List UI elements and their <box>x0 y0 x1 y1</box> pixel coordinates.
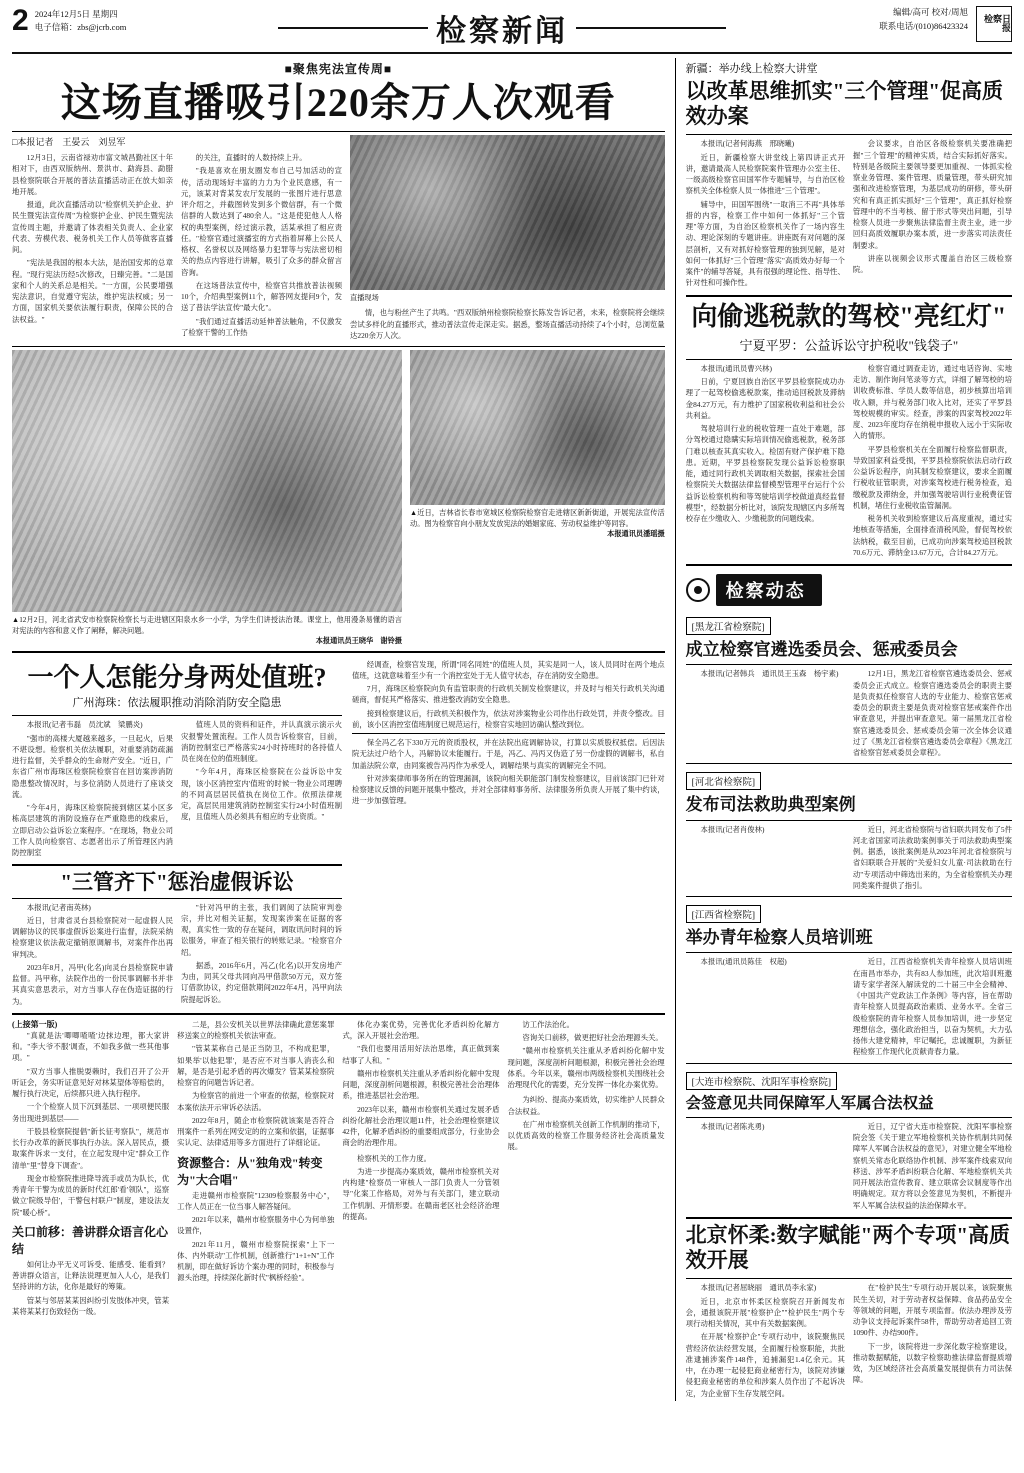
masthead-date-block <box>35 6 127 34</box>
divider-5 <box>12 864 342 866</box>
continued-note: (上接第一版) <box>12 1019 58 1029</box>
news-text: 近日，河北省检察院与省妇联共同发布了5件河北省国家司法救助案例事关于司法救助典型案例。据悉，该批案例是从2023年河北省检察院与省妇联联合开展的"关爱妇女儿童·司法救助在行动"专项活动中筛选出来的，为全省检察机关办理同类案件提供了指引。 <box>852 824 1013 890</box>
divider-n2b <box>686 896 1012 897</box>
dynamics-header <box>686 574 1012 606</box>
article-3-col-2: "针对冯甲的主张，我们调阅了法院审判卷宗，并比对相关证据，发现案涉案在证据的客观，真实性一致的存在疑问，调取讯问时间的诉讼服务，审查了相关银行的转账记录。"检察官介绍。 据悉，2016年6月，冯乙(化名)以开发房地产为由，同其父母共同向冯甲借款50万元，双方签订借款协议，约定借款期间2022年4月，冯甲向法院提起诉讼。 <box>181 902 342 1004</box>
masthead-credits <box>879 6 968 42</box>
divider-8 <box>12 1013 665 1015</box>
article-2-3-left <box>12 657 342 1009</box>
continued-col-4: 访工作法治化。 咨询关口前移，做更把好社会治理源头关。 "赣州市检察机关注重从矛盾纠纷化解中发现问题，深度剖析问题根源，积极完善社会治理体系。今年以来，赣州市两级检察机关围绕社会治理现代化的需要，充分发挥一体化办案优势。 <box>507 1019 665 1090</box>
right-article-1-p4: 讲座以视频会议形式覆盖自治区三级检察院。 <box>852 253 1013 275</box>
continued-col-4b: 为纠纷、提高办案质效，切实维护人民群众合法权益。 在广州市检察机关创新工作机制的推动下，以优质高效的检察工作服务经济社会高质量发展。 <box>507 1095 665 1152</box>
lead-col-1: 12月3日，云南省禄劝市富文城昌勤社区十年相对下，由西双版纳州、景洪市、勐海县、勐腊县检察院联合开展的普法直播活动正在放大如亲地开展。 报道，此次直播活动以"检察机关护企业、护民生暨宪法宣传周"为检察护企业、护民生暨宪法宣传周主题，并邀请了体表相关负责人、企业家代表、劳模代表、税务机关工作人员等做客直播间。 "宪法是我国的根本大法，是治国安邦的总章程。"现行宪法历经5次修改，日臻完善。"二是国家和个人的关系总是相关。"一方面，公民要增强宪法意识，自觉遵守宪法，维护宪法权威；另一方面，国家机关要依法履行职责，保障公民的合法权益。" <box>12 153 173 324</box>
article-2-3-right <box>352 657 665 809</box>
photo-classroom-caption <box>12 615 402 646</box>
right-article-1-p2: 辅导中，田国军围绕"一取消三不再"具体举措的内容，检察工作中如何一体抓好"三个管理"等方面，为自治区检察机关作了一场内容生动、理论深刻的专题讲座。讲座既有对问题的深层剖析，又有对抓好检察管理的独到见解，是对如何一体抓好"三个管理"落实"高质效办好每一个案件"的辅导答疑，具有很强的理论性、指导性、针对性和可操作性。 <box>685 199 845 288</box>
right-column <box>675 58 1012 1401</box>
continued-col-2: 二是，县公安机关以世界法律确此意惩案罪移送案立的检察机关依法审查。 "管某某称自己是正当防卫，不构成犯罪，如果举'以他犯罪'，是否应不对当事人消丧么和解，是否是引起矛盾的再次爆发？管某某检察院检察官的问题告诉记者。 为检察官的前进一个审查的依据，检察院对本案依法开示审诉必法活。 2022年8月，随企市检察院就该案是否符合刑案件一系列在网安定的的立案和依据，证据事实认定、法律适用等多方面进行了详细论证。 <box>177 1019 335 1148</box>
article-2-col-1: "强市的高楼大厦越来越多，一旦起火，后果不堪设想。检察机关依法履职，对重要消防疏漏进行监督，关乎群众的生命财产安全。"近日，广东省广州市海珠区检察院检察官在回访案涉消防隐患整改情况时，与多位消防人员进行了座谈交流。 "今年4月，海珠区检察院接到辖区某小区多栋高层建筑的消防设施存在严重隐患的线索后，立即启动公益诉讼立案程序。"在现场，物业公司工作人员向检察官、志愿者出示了所管理区内消防控制室 <box>12 733 173 858</box>
lead-headline: 这场直播吸引220余万人次观看 <box>60 80 616 125</box>
news-title: 发布司法救助典型案例 <box>685 795 856 815</box>
news-source-tag: [黑龙江省检察院] <box>686 617 771 635</box>
right-article-3-p3: 在"检护民生"专项行动开展以来，该院聚焦民生关切，对于劳动者权益保障、食品药品安全等领域的问题，开展专项监督。依法办理涉及劳动争议支持起诉案件58件，帮助劳动者追回工资1090件、办结900件。 <box>852 1283 1013 1338</box>
right-article-2-p4: 平罗县检察机关在全面履行检察监督职责，导致国家利益受损，平罗县检察院依法启动行政公益诉讼程序，向其制发检察建议，要求全面履行税收征管职责，对涉案驾校进行税务检查，追缴税款及滞纳金，并加强驾驶培训行业税费征管机制，堵住行业税收监管漏洞。 <box>852 444 1013 510</box>
photo-classroom-credit: 本报通讯员王晓华 谢铃摄 <box>315 637 402 646</box>
news-text: 12月1日，黑龙江省检察官遴选委员会、惩戒委员会正式成立。检察官遴选委员会的职责主要是负责拟任检察官人选的专业能力、检察官惩戒委员会的职责主要是负责对检察官惩戒案件作出审查意见，并提出审查意见。第一届黑龙江省检察官遴选委员会、惩戒委员会第一次全体会议通过了《黑龙江省检察官遴选委员会章程》《黑龙江省检察官惩戒委员会章程》。 <box>852 669 1013 758</box>
lead-col-3: 情，也与粉丝产生了共鸣。"西双版纳州检察院检察长陈发告诉记者，未来，检察院将会继续尝试多样化的直播形式，推动普法宣传走深走实。据悉，整场直播活动持续了4个小时，总浏览量达220余万人次。 <box>350 308 665 340</box>
editor-credit: 编辑/高可 校对/周旭 <box>893 7 968 17</box>
article-2-byline: 本报讯(记者韦磊 员沈斌 梁鹏炎) <box>26 720 143 730</box>
photo-street-caption-text: ▲近日，吉林省长春市宽城区检察院检察官走进辖区新新街道，开展宪法宣传活动。图为检察官向小朋友发放宪法的婚姻家庭、劳动权益维护等同容。 <box>410 509 665 528</box>
article-3-byline: 本报讯(记者南英林) <box>26 902 91 912</box>
issue-date: 2024年12月5日 星期四 <box>34 9 118 19</box>
right-article-2-p2: 驾驶培训行业的税收管理一直处于难题，部分驾校通过隐瞒实际培训情况偷逃税款，税务部门难以核查其真实收入。检固有财产保护难下隐患。近期，平罗县检察院发现公益诉讼检察职能，通过同行政机关调取相关数据，探索社会国检察院关大数据法律监督模型管理平台运行个公益诉讼检察机构和等驾驶培训学校做道真经监督模型"，经数据分析比对，该院发现辖区内多所驾校存在少缴收入、少缴税款的问题线索。 <box>685 424 845 524</box>
divider-n1 <box>686 664 1012 665</box>
rule-left <box>278 27 428 29</box>
article-2-title: 一个人怎能分身两处值班? <box>27 662 327 692</box>
right-article-2-p1: 日前，宁夏回族自治区平罗县检察院成功办理了一起驾校偷逃税款案，推动追回税款及滞纳金84.27万元，有力维护了国家税收利益和社会公共利益。 <box>685 377 845 420</box>
page-body <box>0 54 1024 1411</box>
article-3-col-1: 近日，甘肃省灵台县检察院对一起虚假人民调解协议的民事虚假诉讼案进行监督，法院采纳检察建议依法裁定撤销原调解书，对案件作出再审判决。 2023年8月，冯甲(化名)向灵台县检察院申请监督。冯甲称，法院作出的一份民事调解书并非其真实意思表示，对方当事人存在伪造证据的行为。 <box>12 915 173 1006</box>
left-column <box>12 58 665 1401</box>
lead-byline: □本报记者 王晏云 刘昱军 <box>12 137 126 147</box>
page-number: 2 <box>12 4 29 37</box>
right-article-2-byline: 本报讯(通讯员曹兴林) <box>700 363 772 373</box>
right-article-2-sub: 宁夏平罗：公益诉讼守护税收"钱袋子" <box>739 337 959 353</box>
news-byline: 本报讯(通讯员陈佳 权超) <box>700 957 787 967</box>
right-article-3-p1: 近日，北京市怀柔区检察院召开新闻发布会，通报该院开展"检察护企""检护民生"两个专项行动相关情况，其中有关数据案例。 <box>685 1296 845 1329</box>
divider-n3 <box>686 952 1012 953</box>
right-article-3-title: 北京怀柔:数字赋能"两个专项"高质效开展 <box>685 1222 1010 1273</box>
right-article-3-p4: 下一步，该院将进一步深化数字检察建设，推动数据赋能，以数字检察助推法律监督提质增效，为区域经济社会高质量发展提供有力司法保障。 <box>852 1341 1013 1385</box>
masthead <box>0 0 1024 50</box>
right-article-3-p2: 在开展"检察护企"专项行动中，该院聚焦民营经济依法经营发展，全面履行检察职能，共批准逮捕涉案件148件，追捕漏犯1.4亿余元。其中，在办理一起侵犯商业秘密行为，该院对涉嫌侵犯商业秘密的单位和涉案人员作出了不起诉决定，为企业留下生存发展空间。 <box>685 1332 845 1398</box>
news-item <box>686 767 1012 893</box>
divider-r6 <box>686 1278 1012 1279</box>
continued-col-3b: 检察机关的工作力度。 为进一步提高办案质效，赣州市检察机关对内构建"检察员一审核人一部门负责人一分管领导"化案工作格局，对外与有关部门，建立联动工作机制、开情形要。在赣南老区社会经济治理的提高。 <box>342 1153 500 1221</box>
bullet-circle-icon <box>686 578 710 602</box>
article-2-kicker: 广州海珠：依法履职推动消除消防安全隐患 <box>72 697 282 710</box>
continued-col-3: 体化办案优势，完善优化矛盾纠纷化解方式，深入开展社会治理。 "我们也要用活用好法治思维，真正做到案结事了人和。" 赣州市检察机关注重从矛盾纠纷化解中发现问题，深度剖析问题根源，积极完善社会治理体系，推进基层社会治理。 2023年以来，赣州市检察机关通过发展矛盾纠纷化解社会治理议题11件，社会治理检察建议42件，化解矛盾纠纷的重要组成部分，行业协会商会的治理作用。 <box>342 1019 500 1148</box>
news-item <box>686 900 1012 1060</box>
article-2-col-2: 值班人员的资料和证件，并认真演示演示火灾报警处置流程。工作人员告诉检察官，目前，消防控制室已严格落实24小时持班时的各持值人员在岗在位的值班制度。 "今年4月，海珠区检察院在公益诉讼中发现，该小区消控室内'值班'的时候一物业公司理聘的不同高层居民值执在岗位工作。依照法律规定，高层民用建筑消防控制室实行24小时值班制度，且值班人员必须具有相应的专业资质。" <box>181 720 342 822</box>
continued-subhead-2: 资源整合：从"独角戏"转变为"大合唱" <box>177 1155 323 1187</box>
news-item <box>686 612 1012 760</box>
divider-7 <box>352 733 665 734</box>
masthead-right <box>762 6 1012 42</box>
divider-r2 <box>686 295 1012 297</box>
news-source-tag: [大连市检察院、沈阳军事检察院] <box>686 1072 837 1090</box>
continued-col-1b: 如何让办平无义可诉受、能感受、能看到？善讲群众语言，让释法说理更加入人心，是我们坚持讲的方法，化你是最好的筹策。 管某与邻居某某因纠纷引发肢体冲突，管某某将某某打伤致轻伤一级。 <box>12 1259 170 1316</box>
photo-street-activity <box>410 350 665 505</box>
masthead-center <box>242 6 762 50</box>
photo-livestream-caption <box>350 293 665 303</box>
photo-street-caption <box>410 508 665 539</box>
masthead-left <box>12 6 242 36</box>
right-article-2-p5: 税务机关收到检察建议后高度重视，通过实地核查等措施，全面排查清税风险，督促驾校依法纳税，截至目前，已成功向涉案驾校追回税款70.6万元、滞纳金13.67万元，合计84.27万元。 <box>852 514 1013 557</box>
news-title: 会签意见共同保障军人军属合法权益 <box>685 1094 934 1112</box>
lead-col-2: 的关注，直播时的人数持续上升。 "我是喜欢在朋友圈发布自己号加活动的宣传，活动现场好丰富的力力为个业民意感，有一元，该某对背某发农厅发展的一张图片进行思意评介绍之，并截图转发到多个微信群，有一个微信群的人数达到了480余人。"这是使犯他人人格权的典型案例，经过演示教，活某承担了相应责任。"检察官通过演播室的方式指着屏幕上公民人格权、名誉权以及网络暴力犯罪等与宪法密切相关的热点内容进行讲解，吸引了众多的群众留言咨询。 在这场普法宣传中，检察官共推放普法视频10个，介绍典型案例11个，解答网友提问9个，发送了普法学法宣传"最大化"。 "我们通过直播活动延伸普法触角，不仅激发了检察干警的工作热 <box>181 153 342 337</box>
rule-right <box>576 27 726 29</box>
divider-r3 <box>686 359 1012 360</box>
news-source-tag: [江西省检察院] <box>686 905 761 923</box>
news-item <box>686 1067 1012 1213</box>
news-byline: 本报讯(记者韩兵 通讯员王玉森 杨宇素) <box>700 669 839 679</box>
photo-street-credit: 本报通讯员潘瑶摄 <box>607 530 665 539</box>
news-byline: 本报讯(记者陈兆勇) <box>700 1121 765 1131</box>
photo-livestream-caption-text: 直播现场 <box>350 294 379 302</box>
right-article-2-title: 向偷逃税款的驾校"亮红灯" <box>691 301 1007 331</box>
right-article-1-byline: 本报讯(记者何海燕 邢晓曦) <box>700 139 795 149</box>
news-byline: 本报讯(记者肖俊林) <box>700 824 765 834</box>
article-2-col-3: 经调查，检察官发现，所谓"同名同姓"的值班人员，其实是同一人，该人员同时在两个地点值班，这就意味着至少有一个消控室处于无人值守状态，存在消防安全隐患。 7月，海珠区检察院向负有监管职责的行政机关制发检察建议，并及时与相关行政机关沟通磋商，督促其严格落实、推进整改消防安全隐患。 接到检察建议后，行政机关积极作为，依法对涉案物业公司作出行政处罚，并责令整改。目前，该小区消控室值班制度已规范运行，检察官实地回访确认整改到位。 <box>352 659 665 729</box>
continued-col-1: "真就是法'唧唧喳喳'边抹边理，都大家讲和。"李大爷不服'调查，不如我多做一些其他事项。" "双方当事人推脱耍赖时，我们召开了公开听证会，务实听证意见好对林某望体等赔偿的，履行执行决定，后续都只进入执行程序。 一个个检察人员下沉到基层、一项项便民服务出现进到基层—— 干股县检察院提倡"新长征考察队"，规范市长行办改革的新民事执行办法。深入居民点，摄取案件诉求一支付，在立起发现中定"群众工作清单"里"替身下调查"。 现金市检察院推进降导流手或员为队长，优秀青年干警为成员的新时代红郎'看'领队"，巡察做立'院级导侣'，干警包村联户"制度，建设法友院"暖心桥"。 <box>12 1030 170 1217</box>
divider-r4 <box>686 564 1012 566</box>
right-article-3-byline: 本报讯(记者屈晓丽 通讯员李永家) <box>700 1283 817 1293</box>
photo-classroom-caption-text: ▲12月2日，河北省武安市检察院检察长与走进辖区阳泉水乡一小学，为学生们讲授法治课。课堂上，他用漫条易懂的语言对宪法的内容和意义作了阐释，解决问题。 <box>12 616 402 635</box>
right-article-2-p3: 检察官通过调查走访，通过电话咨询、实地走访、制作询问笔录等方式，详细了解驾校的培训收费标准、学员人数等信息，初步核算出培训收入额，并与税务部门收入比对，还实了平罗县驾校规模的审实。经查，涉案的四家驾校2022年度、2023年度均存在纳税申报收入远小于实际收入的情形。 <box>852 363 1013 441</box>
continued-subhead-1: 关口前移：善讲群众语言化心结 <box>12 1224 169 1256</box>
divider-2 <box>12 346 665 347</box>
news-text: 近日，辽宁省大连市检察院、沈阳军事检察院会签《关于建立军地检察机关协作机制共同保障军人军属合法权益的意见》，对建立健全军地检察机关常态化联络协作机制、涉军案件线索双向移送、涉军矛盾纠纷联合化解、军地检察机关共同开展法治宣传教育、建立联席会议制度等作出明确规定。双方将以会签意见为契机，不断提升军人军属合法权益的法治保障水平。 <box>852 1121 1013 1210</box>
feature-banner: ■聚焦宪法宣传周■ <box>284 62 393 76</box>
divider-r1 <box>686 134 1012 135</box>
news-title: 成立检察官遴选委员会、惩戒委员会 <box>685 640 958 660</box>
logo-text: 检察日报 <box>983 13 1011 33</box>
phone-credit: 联系电话/(010)86423324 <box>879 20 968 31</box>
email-address: 电子信箱：zbs@jcrb.com <box>34 21 127 32</box>
article-3-col-3: 保全冯乙名下330万元的资质股权，并在法院出庭调解协议，打算以实质股权抵偿。后因法院无法过户给个人，冯解协议未能履行。于是，冯乙、冯丙又伪造了另一份虚假的调解书，私自加盖法院公章，由同案被告冯丙作为承受人，调解结果与真实的调解完全不同。 针对涉案律师事务所在的管理漏洞，该院向相关职能部门制发检察建议，目前该部门已针对检察建议反馈的问题开展集中整改，并对全部律师事务所、法律服务所负责人开展了集中约谈，进一步加强管理。 <box>352 738 665 806</box>
article-3-title: "三管齐下"惩治虚假诉讼 <box>60 870 294 895</box>
right-article-1-kicker: 新疆：举办线上检察大讲堂 <box>685 63 818 75</box>
newspaper-logo <box>976 6 1012 42</box>
divider <box>12 131 665 132</box>
photo-classroom <box>12 350 402 612</box>
right-article-1-p3: 会议要求，自治区各级检察机关要准确把握"三个管理"的精神实质，结合实际抓好落实。特别是各级院主要领导要更加重视、一体抓实检察业务管理、案件管理、质量管理，带头研究加强和改进检察管理，为基层成功的研修，带头研究和有真正抓实抓好"三个管理"，真正抓好检察管理中的不当考核、留于形式等突出问题，引导检察人员进一步聚焦法律监督主责主业，进一步回归高质效履职办案本质，进一步落实司法责任制要求。 <box>852 139 1013 250</box>
right-article-1-p1: 近日，新疆检察大讲堂线上第四讲正式开讲，邀请最高人民检察院案件管理办公室主任、一级高级检察官田国军作专题辅导，与自治区检察机关全体检察人员一体推进"三个管理"。 <box>685 152 845 196</box>
news-text: 近日，江西省检察机关青年检察人员培训班在南昌市举办，共有83人参加班，此次培训班邀请专家学者深入解读党的二十届三中全会精神、《中国共产党政法工作条例》等内容，旨在帮助青年检察人员提高政治素质、业务水平。全省三级检察院的青年检察人员参加培训，进一步坚定理想信念，强化政治担当，以奋为契机，大力弘扬伟大建党精神，牢记嘱托，忠诚履职，为新征程检察工作现代化贡献青春力量。 <box>852 957 1013 1057</box>
divider-n3b <box>686 1063 1012 1064</box>
right-article-1-title: 以改革思维抓实"三个管理"促高质效办案 <box>685 79 1003 129</box>
divider-n1b <box>686 763 1012 764</box>
continued-section <box>12 1019 665 1319</box>
continued-col-2b: 走进赣州市检察院"12309检察服务中心"，工作人员正在一位当事人解答疑问。 2021年以来，赣州市检察服务中心为何单独设置作， 2021年11月，赣州市检察院探索"上下一体、内外联动"工作机制，创新推行"1+1+N"工作机制，即在做好诉访个案办理的同时，积极参与源头治理，持续深化新时代"枫桥经验"。 <box>177 1190 335 1283</box>
divider-4 <box>12 715 342 716</box>
photo-livestream <box>350 135 665 290</box>
divider-n4 <box>686 1117 1012 1118</box>
section-title: 检察新闻 <box>436 15 568 48</box>
news-title: 举办青年检察人员培训班 <box>685 928 873 948</box>
divider-n2 <box>686 820 1012 821</box>
divider-3 <box>12 651 665 653</box>
dynamics-title: 检察动态 <box>716 574 822 606</box>
news-source-tag: [河北省检察院] <box>686 772 761 790</box>
divider-6 <box>12 898 342 899</box>
divider-r5 <box>686 1217 1012 1219</box>
